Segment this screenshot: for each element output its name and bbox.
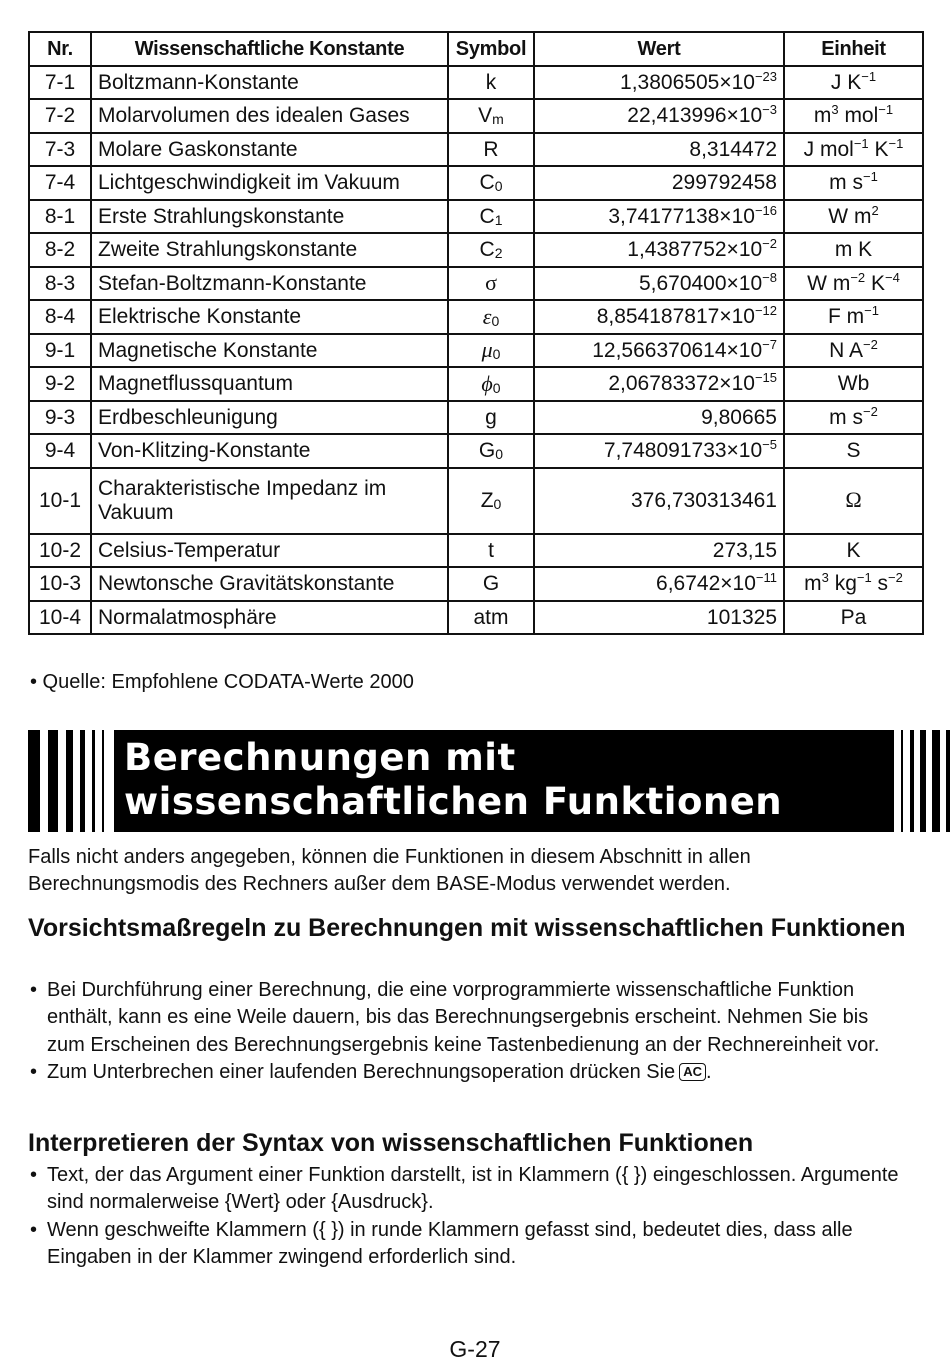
cell-unit	[784, 166, 923, 200]
value-exponent: −15	[754, 370, 777, 386]
cell-symbol	[448, 534, 534, 568]
unit-text: J K	[830, 70, 862, 94]
cell-nr: 8-4	[29, 300, 91, 334]
cell-nr: 7-2	[29, 99, 91, 133]
symbol-text: ε	[482, 303, 492, 329]
unit-text: m s	[829, 171, 863, 195]
banner-stripe	[80, 730, 85, 832]
cell-constant-name: Celsius-Temperatur	[91, 534, 448, 568]
section-heading-precautions: Vorsichtsmaßregeln zu Berechnungen mit wissenschaftlichen Funktionen	[28, 914, 906, 942]
section-banner	[28, 730, 922, 832]
cell-value	[534, 334, 784, 368]
source-note: • Quelle: Empfohlene CODATA-Werte 2000	[30, 671, 414, 693]
symbol-text: C	[479, 204, 495, 228]
cell-symbol	[448, 601, 534, 635]
cell-constant-name: Stefan-Boltzmann-Konstante	[91, 267, 448, 301]
cell-constant-name: Elektrische Konstante	[91, 300, 448, 334]
cell-value	[534, 601, 784, 635]
unit-exponent: −2	[863, 336, 878, 352]
symbol-text: μ	[481, 337, 493, 363]
banner-stripe	[48, 730, 58, 832]
unit-text: Ω	[845, 487, 862, 513]
symbol-subscript: 0	[492, 346, 501, 363]
table-row	[29, 534, 923, 568]
page-number: G-27	[449, 1336, 501, 1362]
cell-value	[534, 200, 784, 234]
cell-value	[534, 267, 784, 301]
cell-nr: 8-3	[29, 267, 91, 301]
table-row	[29, 66, 923, 100]
unit-exponent: −1	[888, 135, 904, 151]
cell-constant-name: Lichtgeschwindigkeit im Vakuum	[91, 166, 448, 200]
cell-unit	[784, 401, 923, 435]
symbol-subscript: 2	[494, 245, 503, 262]
cell-unit	[784, 567, 923, 601]
table-header-row	[29, 32, 923, 66]
unit-exponent: −4	[885, 269, 900, 285]
cell-value	[534, 99, 784, 133]
value-mantissa: 12,566370614×10	[592, 338, 763, 362]
unit-exponent: −1	[853, 135, 869, 151]
header-constant: Wissenschaftliche Konstante	[91, 32, 448, 66]
symbol-subscript: m	[492, 111, 504, 128]
list-item	[28, 1217, 908, 1272]
value-mantissa: 1,4387752×10	[627, 238, 763, 262]
unit-text: kg	[828, 572, 857, 596]
cell-symbol	[448, 300, 534, 334]
table-row	[29, 567, 923, 601]
unit-text: F m	[828, 305, 865, 329]
unit-text: m s	[829, 405, 863, 429]
bullet-dot: •	[30, 1218, 38, 1241]
header-value: Wert	[534, 32, 784, 66]
unit-exponent: 3	[821, 570, 829, 586]
syntax-list	[28, 1162, 908, 1271]
banner-stripe	[910, 730, 914, 832]
value-exponent: −16	[754, 202, 777, 218]
banner-title: Berechnungen mit wissenschaftlichen Funktionen	[124, 736, 783, 823]
unit-text: W m	[807, 271, 851, 295]
table-row	[29, 166, 923, 200]
cell-symbol	[448, 334, 534, 368]
value-exponent: −11	[755, 570, 777, 586]
symbol-text: k	[485, 70, 497, 94]
symbol-text: Z	[480, 488, 494, 512]
symbol-text: σ	[485, 270, 497, 296]
cell-unit	[784, 601, 923, 635]
symbol-text: C	[479, 171, 495, 195]
unit-text: W m	[828, 204, 872, 228]
precautions-list	[28, 977, 908, 1086]
cell-value	[534, 434, 784, 468]
table-row	[29, 468, 923, 534]
cell-nr: 10-3	[29, 567, 91, 601]
symbol-text: G	[482, 572, 500, 596]
unit-text: m	[813, 104, 832, 128]
table-row	[29, 233, 923, 267]
cell-constant-name: Zweite Strahlungskonstante	[91, 233, 448, 267]
banner-stripe	[932, 730, 940, 832]
unit-text: J mol	[803, 137, 854, 161]
table-row	[29, 99, 923, 133]
cell-unit	[784, 200, 923, 234]
cell-constant-name: Charakteristische Impedanz im Vakuum	[91, 468, 448, 534]
cell-unit	[784, 267, 923, 301]
cell-value	[534, 468, 784, 534]
unit-text: Wb	[837, 372, 870, 396]
cell-symbol	[448, 133, 534, 167]
value-mantissa: 22,413996×10	[627, 104, 763, 128]
cell-constant-name: Von-Klitzing-Konstante	[91, 434, 448, 468]
value-mantissa: 1,3806505×10	[620, 70, 755, 94]
unit-exponent: −1	[863, 169, 878, 185]
symbol-text: R	[483, 137, 499, 161]
cell-symbol	[448, 468, 534, 534]
symbol-subscript: 0	[495, 446, 504, 463]
unit-exponent: −1	[856, 570, 872, 586]
unit-text: s	[871, 572, 889, 596]
unit-text: m	[804, 572, 822, 596]
cell-nr: 9-4	[29, 434, 91, 468]
bullet-dot: •	[30, 1060, 38, 1083]
cell-unit	[784, 534, 923, 568]
cell-symbol	[448, 200, 534, 234]
symbol-text: ϕ	[481, 370, 493, 396]
unit-exponent: −2	[850, 269, 866, 285]
cell-unit	[784, 99, 923, 133]
list-item-text: Zum Unterbrechen einer laufenden Berechnungsoperation drücken Sie	[47, 1060, 676, 1083]
cell-constant-name: Normalatmosphäre	[91, 601, 448, 635]
value-mantissa: 7,748091733×10	[603, 439, 763, 463]
cell-nr: 10-2	[29, 534, 91, 568]
cell-nr: 7-4	[29, 166, 91, 200]
list-item	[28, 1162, 908, 1217]
cell-unit	[784, 300, 923, 334]
banner-stripe	[92, 730, 95, 832]
table-row	[29, 367, 923, 401]
cell-nr: 9-3	[29, 401, 91, 435]
cell-symbol	[448, 166, 534, 200]
cell-symbol	[448, 267, 534, 301]
cell-nr: 7-1	[29, 66, 91, 100]
unit-text: K	[846, 538, 861, 562]
banner-stripe	[66, 730, 73, 832]
table-row	[29, 334, 923, 368]
symbol-text: G	[478, 439, 496, 463]
cell-symbol	[448, 367, 534, 401]
value-exponent: −8	[762, 269, 777, 285]
unit-exponent: −1	[878, 102, 894, 118]
cell-symbol	[448, 233, 534, 267]
value-mantissa: 376,730313461	[631, 488, 777, 512]
value-mantissa: 273,15	[712, 538, 777, 562]
value-mantissa: 8,854187817×10	[596, 305, 755, 329]
banner-stripe	[102, 730, 104, 832]
cell-constant-name: Magnetflussquantum	[91, 367, 448, 401]
table-row	[29, 300, 923, 334]
cell-value	[534, 166, 784, 200]
unit-exponent: −1	[864, 303, 879, 319]
value-exponent: −12	[754, 303, 777, 319]
cell-constant-name: Newtonsche Gravitätskonstante	[91, 567, 448, 601]
unit-text: mol	[838, 104, 879, 128]
unit-text: m K	[834, 238, 873, 262]
table-body	[29, 66, 923, 635]
header-symbol: Symbol	[448, 32, 534, 66]
value-mantissa: 101325	[706, 605, 777, 629]
list-item-text: Text, der das Argument einer Funktion darstellt, ist in Klammern ({ }) eingeschlossen. Argumente sind normalerweise {Wert} oder {Ausdruck}.	[47, 1164, 899, 1214]
value-mantissa: 2,06783372×10	[608, 372, 755, 396]
ac-key-icon: AC	[679, 1063, 706, 1081]
banner-stripe	[946, 730, 950, 832]
table-row	[29, 401, 923, 435]
cell-value	[534, 567, 784, 601]
value-mantissa: 3,74177138×10	[608, 204, 755, 228]
value-mantissa: 8,314472	[689, 137, 777, 161]
value-mantissa: 6,6742×10	[656, 572, 756, 596]
constants-table	[28, 31, 924, 635]
unit-text: S	[846, 439, 861, 463]
list-item-end: .	[705, 1060, 712, 1083]
unit-text: Pa	[840, 605, 867, 629]
bullet-dot: •	[30, 979, 38, 1001]
value-mantissa: 5,670400×10	[638, 271, 763, 295]
value-exponent: −5	[762, 437, 777, 453]
unit-exponent: −1	[861, 68, 877, 84]
banner-stripe	[28, 730, 40, 832]
bullet-dot: •	[30, 1164, 38, 1186]
cell-nr: 7-3	[29, 133, 91, 167]
intro-paragraph: Falls nicht anders angegeben, können die Funktionen in diesem Abschnitt in allen Berechnungsmodis des Rechners außer dem BASE-Modus verwendet werden.	[28, 846, 751, 895]
cell-unit	[784, 468, 923, 534]
header-unit: Einheit	[784, 32, 923, 66]
symbol-text: C	[479, 238, 495, 262]
cell-value	[534, 66, 784, 100]
cell-constant-name: Molarvolumen des idealen Gases	[91, 99, 448, 133]
cell-constant-name: Erdbeschleunigung	[91, 401, 448, 435]
cell-symbol	[448, 66, 534, 100]
section-heading-syntax: Interpretieren der Syntax von wissenschaftlichen Funktionen	[28, 1129, 754, 1157]
header-nr: Nr.	[29, 32, 91, 66]
unit-text: N A	[829, 338, 864, 362]
banner-stripe	[901, 730, 903, 832]
table-row	[29, 434, 923, 468]
unit-exponent: 2	[871, 202, 879, 218]
cell-unit	[784, 133, 923, 167]
cell-symbol	[448, 401, 534, 435]
cell-value	[534, 367, 784, 401]
symbol-subscript: 0	[491, 312, 500, 329]
table-row	[29, 267, 923, 301]
value-mantissa: 9,80665	[701, 405, 777, 429]
cell-nr: 10-4	[29, 601, 91, 635]
cell-unit	[784, 233, 923, 267]
list-item	[28, 1059, 908, 1086]
value-exponent: −23	[754, 68, 777, 84]
cell-nr: 9-1	[29, 334, 91, 368]
banner-box	[114, 730, 894, 832]
cell-constant-name: Magnetische Konstante	[91, 334, 448, 368]
symbol-subscript: 0	[493, 495, 502, 512]
list-item-text: Bei Durchführung einer Berechnung, die eine vorprogrammierte wissenschaftliche Funktion enthält, kann es eine Weile dauern, bis das Berechnungsergebnis erscheint. Nehmen Sie bis zum Erscheinen des Berechnungsergebnis keine Tastenbedienung an der Rechnereinheit vor.	[47, 979, 880, 1056]
cell-value	[534, 401, 784, 435]
unit-text: K	[868, 137, 889, 161]
cell-symbol	[448, 567, 534, 601]
cell-value	[534, 133, 784, 167]
cell-constant-name: Boltzmann-Konstante	[91, 66, 448, 100]
cell-constant-name: Erste Strahlungskonstante	[91, 200, 448, 234]
symbol-text: g	[485, 405, 497, 429]
symbol-text: V	[478, 104, 493, 128]
list-item-text: Wenn geschweifte Klammern ({ }) in runde Klammern gefasst sind, bedeutet dies, dass alle Eingaben in der Klammer zwingend erforderlich sind.	[47, 1218, 853, 1268]
cell-value	[534, 534, 784, 568]
symbol-text: atm	[473, 605, 509, 629]
cell-constant-name: Molare Gaskonstante	[91, 133, 448, 167]
cell-unit	[784, 66, 923, 100]
symbol-text: t	[488, 538, 494, 562]
unit-exponent: −2	[863, 403, 878, 419]
list-item	[28, 977, 908, 1059]
unit-text: K	[865, 271, 885, 295]
cell-value	[534, 300, 784, 334]
unit-exponent: 3	[831, 102, 839, 118]
cell-nr: 8-2	[29, 233, 91, 267]
cell-unit	[784, 367, 923, 401]
table-row	[29, 601, 923, 635]
table-row	[29, 133, 923, 167]
cell-value	[534, 233, 784, 267]
cell-unit	[784, 434, 923, 468]
value-exponent: −3	[762, 102, 777, 118]
cell-nr: 8-1	[29, 200, 91, 234]
value-mantissa: 299792458	[671, 171, 777, 195]
value-exponent: −7	[762, 336, 777, 352]
table-row	[29, 200, 923, 234]
symbol-subscript: 1	[494, 211, 503, 228]
symbol-subscript: 0	[492, 379, 501, 396]
banner-stripe	[920, 730, 926, 832]
cell-symbol	[448, 434, 534, 468]
symbol-subscript: 0	[494, 178, 503, 195]
cell-unit	[784, 334, 923, 368]
cell-nr: 10-1	[29, 468, 91, 534]
unit-exponent: −2	[888, 570, 903, 586]
value-exponent: −2	[762, 236, 777, 252]
cell-symbol	[448, 99, 534, 133]
cell-nr: 9-2	[29, 367, 91, 401]
